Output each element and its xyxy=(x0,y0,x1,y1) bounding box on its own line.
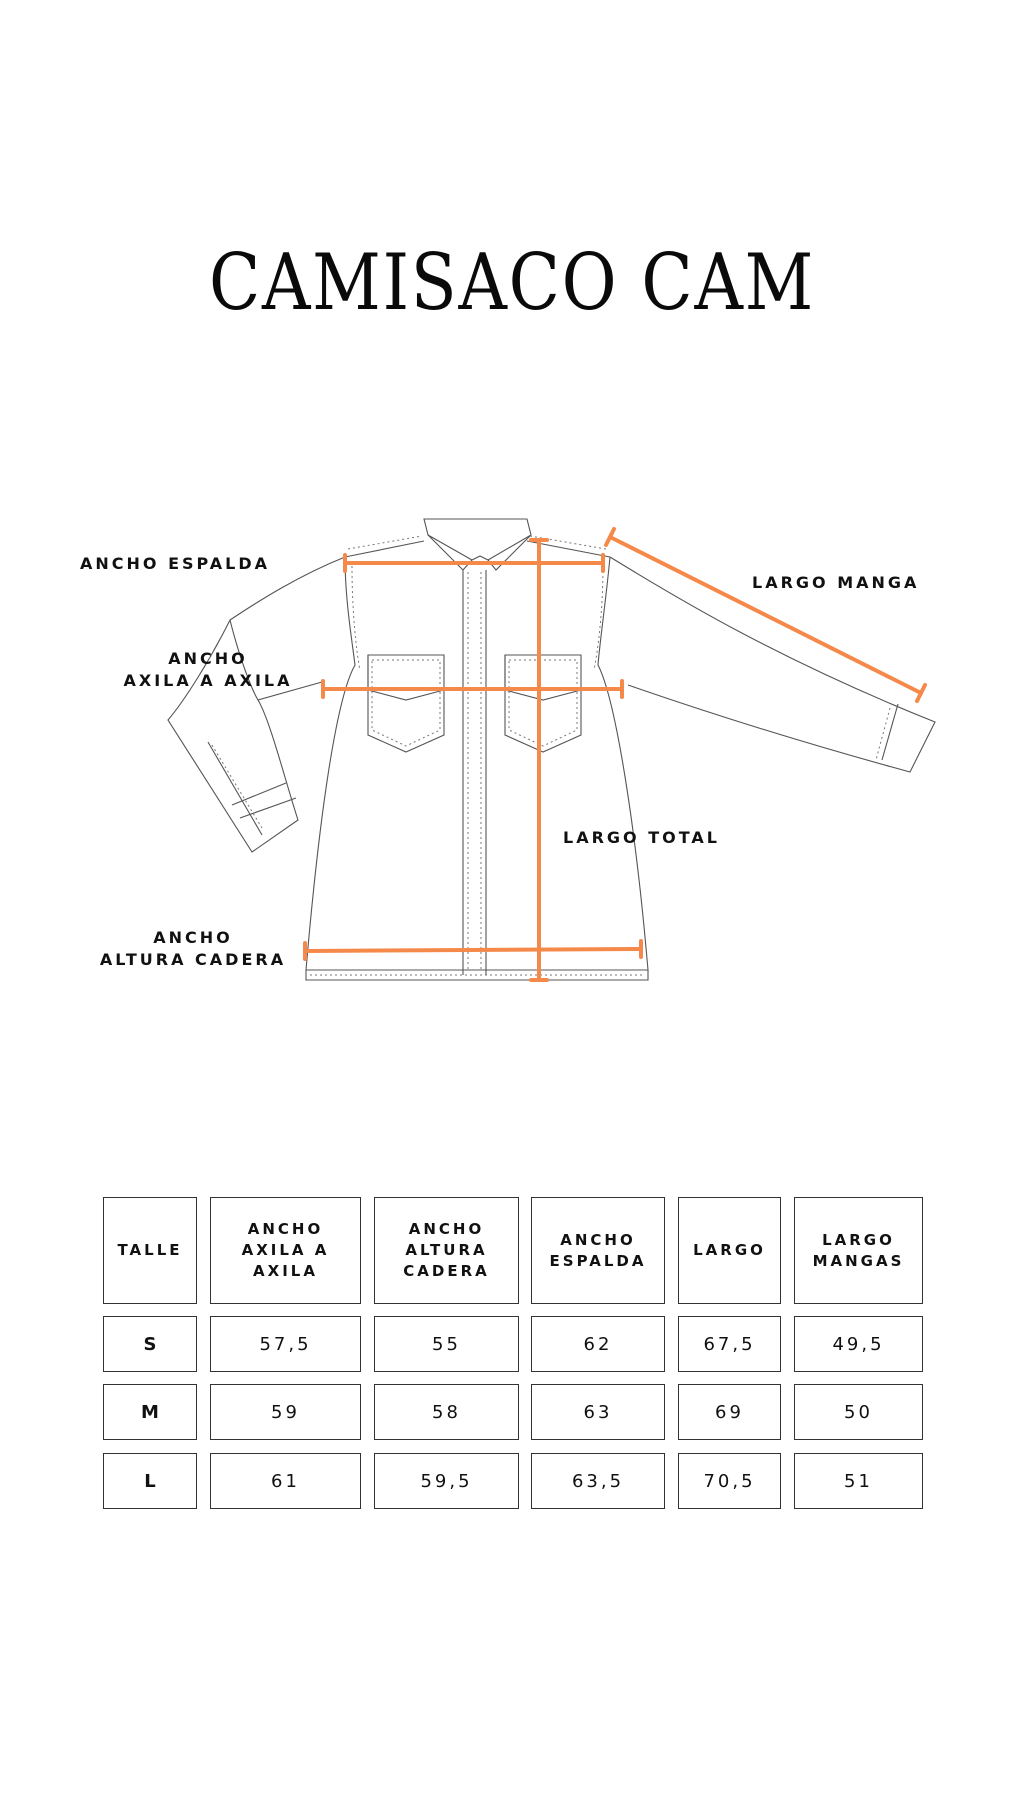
table-header-mangas: LARGO MANGAS xyxy=(794,1197,923,1304)
label-largo-total: LARGO TOTAL xyxy=(563,828,720,847)
label-ancho-cadera-line1: ANCHO xyxy=(153,928,233,947)
label-ancho-axila-line2: AXILA A AXILA xyxy=(123,671,293,690)
table-cell: 67,5 xyxy=(678,1316,781,1372)
label-ancho-cadera-line2: ALTURA CADERA xyxy=(99,950,287,969)
table-cell: 57,5 xyxy=(210,1316,361,1372)
table-header-largo: LARGO xyxy=(678,1197,781,1304)
table-cell: 69 xyxy=(678,1384,781,1440)
label-largo-manga: LARGO MANGA xyxy=(752,573,920,592)
table-cell: 59 xyxy=(210,1384,361,1440)
table-header-talle: TALLE xyxy=(103,1197,197,1304)
page-title: CAMISACO CAM xyxy=(208,238,816,328)
label-ancho-cadera xyxy=(94,927,292,971)
table-cell: 55 xyxy=(374,1316,519,1372)
table-cell: 51 xyxy=(794,1453,923,1509)
table-header-espalda: ANCHO ESPALDA xyxy=(531,1197,665,1304)
shirt-stitching xyxy=(212,536,890,975)
table-cell: 62 xyxy=(531,1316,665,1372)
label-ancho-espalda: ANCHO ESPALDA xyxy=(80,554,271,573)
measurement-lines xyxy=(305,529,925,980)
table-cell: 50 xyxy=(794,1384,923,1440)
table-row-size: S xyxy=(103,1316,197,1372)
label-ancho-axila xyxy=(118,648,298,692)
table-row-size: M xyxy=(103,1384,197,1440)
table-cell: 61 xyxy=(210,1453,361,1509)
table-header-axila: ANCHO AXILA A AXILA xyxy=(210,1197,361,1304)
table-cell: 63,5 xyxy=(531,1453,665,1509)
table-header-cadera: ANCHO ALTURA CADERA xyxy=(374,1197,519,1304)
table-row-size: L xyxy=(103,1453,197,1509)
table-cell: 70,5 xyxy=(678,1453,781,1509)
table-cell: 59,5 xyxy=(374,1453,519,1509)
table-cell: 49,5 xyxy=(794,1316,923,1372)
table-cell: 58 xyxy=(374,1384,519,1440)
table-cell: 63 xyxy=(531,1384,665,1440)
label-ancho-axila-line1: ANCHO xyxy=(168,649,248,668)
